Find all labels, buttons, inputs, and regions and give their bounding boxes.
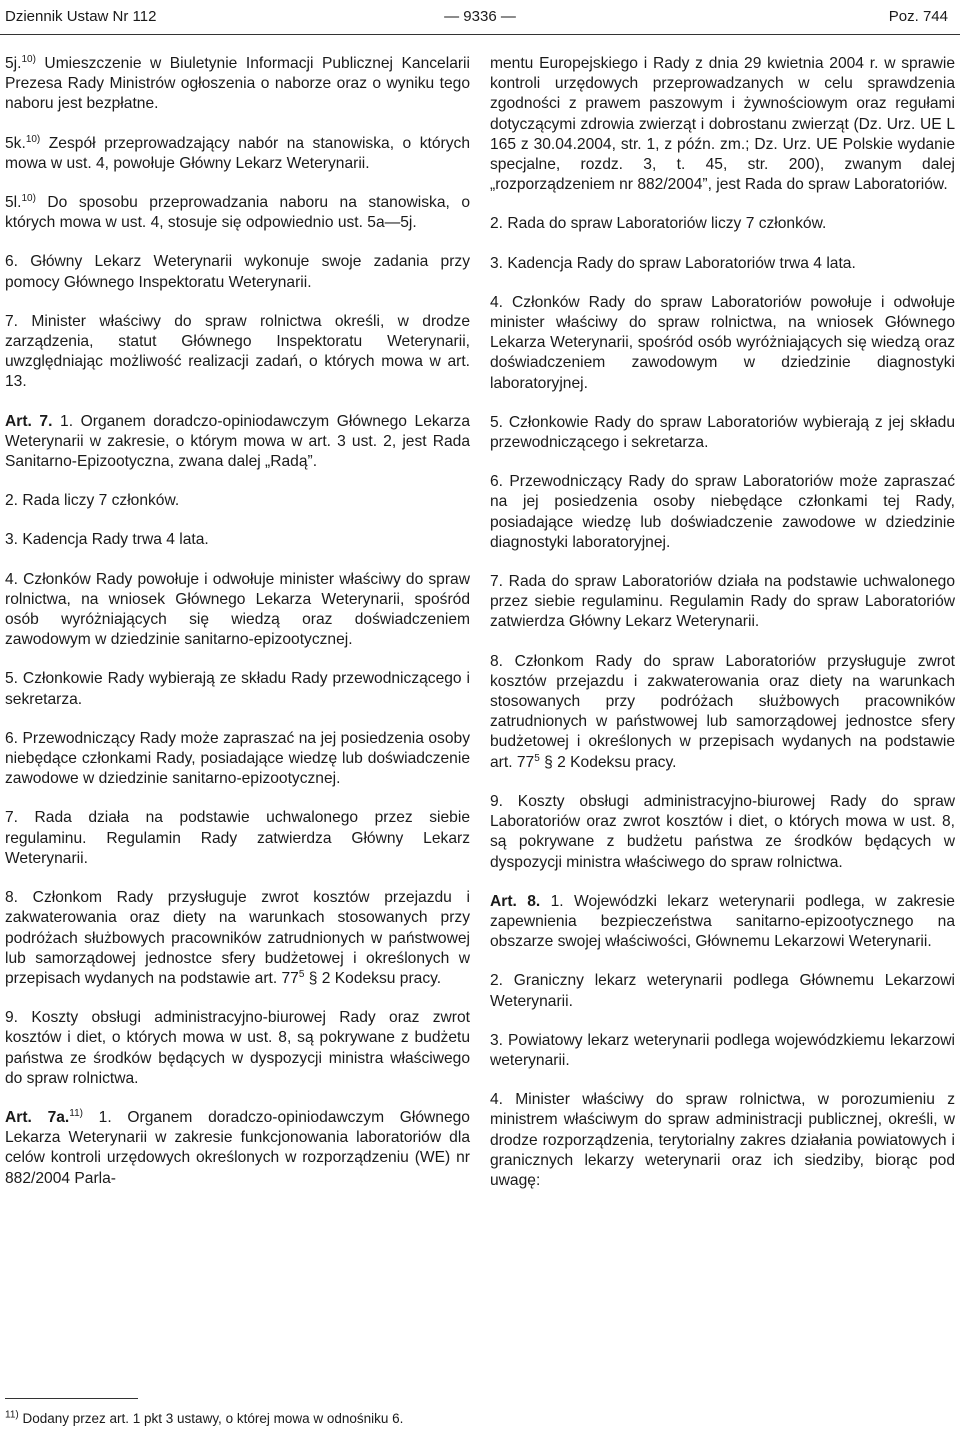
paragraph-text: 5. Członkowie Rady wybierają ze składu Rady przewodniczącego i sekretarza. bbox=[5, 670, 470, 708]
paragraph bbox=[5, 134, 470, 174]
footnote-reference: 10) bbox=[25, 133, 41, 145]
paragraph bbox=[490, 54, 955, 195]
paragraph bbox=[490, 652, 955, 773]
paragraph bbox=[490, 1031, 955, 1071]
paragraph-text: 6. Przewodniczący Rady może zapraszać na jej posiedzenia osoby niebędące członkami Rady, posiadające wiedzę lub doświadczenie zawodowe w dziedzinie sanitarno-epizootycznej. bbox=[5, 729, 470, 788]
footnote-reference: 10) bbox=[21, 192, 36, 204]
paragraph-text: 6. Przewodniczący Rady do spraw Laboratoriów może zapraszać na jej posiedzenia osoby niebędące członkami tej Rady, posiadające wiedzę lub doświadczenie zawodowe w dziedzinie diagnostyki laboratoryjnej. bbox=[490, 473, 955, 551]
paragraph-text: 3. Powiatowy lekarz weterynarii podlega wojewódzkiemu lekarzowi weterynarii. bbox=[490, 1031, 955, 1069]
paragraph-text-tail: § 2 Kodeksu pracy. bbox=[304, 969, 442, 987]
paragraph bbox=[490, 214, 955, 234]
paragraph bbox=[490, 892, 955, 953]
paragraph bbox=[5, 888, 470, 989]
footnote bbox=[5, 1410, 470, 1427]
paragraph-text: Zespół przeprowadzający nabór na stanowiska, o których mowa w ust. 4, powołuje Główny Lekarz Weterynarii. bbox=[5, 134, 470, 172]
paragraph bbox=[5, 1008, 470, 1089]
paragraph-number: 5l. bbox=[5, 194, 22, 212]
paragraph-text: 9. Koszty obsługi administracyjno-biurowej Rady oraz zwrot kosztów i diet, o których mowa w ust. 8, są pokrywane z budżetu państwa ze środków będących w dyspozycji ministra właściwego do spraw rolnictwa. bbox=[5, 1009, 470, 1087]
paragraph-text: 3. Kadencja Rady trwa 4 lata. bbox=[5, 531, 209, 549]
paragraph-text: 1. Organem doradczo-opiniodawczym Głównego Lekarza Weterynarii w zakresie funkcjonowania laboratoriów dla celów kontroli urzędowych określonych w rozporządzeniu (WE) nr 882/2004 Parla- bbox=[5, 1108, 470, 1187]
paragraph-text: 2. Graniczny lekarz weterynarii podlega Głównemu Lekarzowi Weterynarii. bbox=[490, 972, 955, 1010]
paragraph-text-tail: § 2 Kodeksu pracy. bbox=[539, 753, 677, 771]
footnote-divider bbox=[5, 1398, 138, 1399]
paragraph-text: 1. Organem doradczo-opiniodawczym Głównego Lekarza Weterynarii w zakresie, o którym mowa w art. 3 ust. 2, jest Rada Sanitarno-Epizootyczna, zwana dalej „Radą”. bbox=[5, 412, 471, 471]
paragraph bbox=[490, 254, 955, 274]
paragraph-text: 7. Rada do spraw Laboratoriów działa na podstawie uchwalonego przez siebie regulaminu. Regulamin Rady do spraw Laboratoriów zatwierdza Główny Lekarz Weterynarii. bbox=[490, 573, 955, 631]
journal-title: Dziennik Ustaw Nr 112 bbox=[5, 8, 157, 25]
page-number: — 9336 — bbox=[444, 8, 516, 25]
paragraph bbox=[5, 491, 470, 511]
paragraph-text: 4. Minister właściwy do spraw rolnictwa, w porozumieniu z ministrem właściwym do spraw administracji publicznej, określi, w drodze rozporządzenia, terytorialny zakres działania powiatowych i granicznych lekarzy weterynarii oraz ich siedziby, biorąc pod uwagę: bbox=[490, 1091, 955, 1189]
paragraph bbox=[490, 572, 955, 633]
paragraph-text: 2. Rada do spraw Laboratoriów liczy 7 członków. bbox=[490, 215, 827, 233]
paragraph-number: 5j. bbox=[5, 55, 22, 72]
paragraph-text: 8. Członkom Rady do spraw Laboratoriów przysługuje zwrot kosztów przejazdu i zakwaterowania oraz diety na warunkach stosowanych przy podróżach służbowych pracowników zatrudnionych w państwowej lub samorządowej jednostce sfery budżetowej i określonych w przepisach wydanych na podstawie art. 77 bbox=[490, 652, 955, 771]
paragraph bbox=[5, 669, 470, 709]
paragraph-text: 4. Członków Rady do spraw Laboratoriów powołuje i odwołuje minister właściwy do spraw rolnictwa, na wniosek Głównego Lekarza Weterynarii, spośród osób wyróżniających się wiedzą oraz doświadczeniem zawodowym w dziedzinie diagnostyki laboratoryjnej. bbox=[490, 293, 955, 392]
paragraph bbox=[490, 293, 955, 394]
paragraph bbox=[5, 312, 470, 393]
paragraph-text: 7. Minister właściwy do spraw rolnictwa określi, w drodze zarządzenia, statut Głównego Inspektoratu Weterynarii, uwzględniając możliwość realizacji zadań, o których mowa w art. 13. bbox=[5, 312, 470, 391]
article-number: Art. 7. bbox=[5, 412, 53, 430]
paragraph-text: 3. Kadencja Rady do spraw Laboratoriów trwa 4 lata. bbox=[490, 254, 856, 272]
paragraph bbox=[5, 808, 470, 869]
article-superscript: 5 bbox=[298, 968, 305, 980]
footnote-reference: 10) bbox=[21, 53, 36, 65]
paragraph-text: Umieszczenie w Biuletynie Informacji Publicznej Kancelarii Prezesa Rady Ministrów ogłoszenia o naborze oraz o wyniku tego naboru jest bezpłatne. bbox=[5, 55, 470, 113]
paragraph bbox=[5, 412, 470, 473]
paragraph bbox=[490, 971, 955, 1011]
paragraph-text: 1. Wojewódzki lekarz weterynarii podlega, w zakresie zapewnienia bezpieczeństwa sanitarno-epizootycznego na obszarze swojej właściwości, Głównemu Lekarzowi Weterynarii. bbox=[490, 892, 955, 951]
left-column bbox=[5, 54, 470, 1208]
paragraph-text: mentu Europejskiego i Rady z dnia 29 kwietnia 2004 r. w sprawie kontroli urzędowych przeprowadzanych w celu sprawdzenia zgodności z prawem paszowym i żywnościowym oraz regułami dotyczącymi zdrowia zwierząt i dobrostanu zwierząt (Dz. Urz. UE L 165 z 30.04.2004, str. 1, z późn. zm.; Dz. Urz. UE Polskie wydanie specjalne, rozdz. 3, t. 45, str. 200), zwanym dalej „rozporządzeniem nr 882/2004”, jest Rada do spraw Laboratoriów. bbox=[490, 55, 955, 194]
paragraph-number: 5k. bbox=[5, 134, 26, 152]
right-column bbox=[490, 54, 955, 1210]
paragraph bbox=[5, 570, 470, 651]
article-number: Art. 8. bbox=[490, 892, 541, 910]
paragraph bbox=[5, 252, 470, 292]
article-superscript: 5 bbox=[534, 752, 540, 764]
page-header bbox=[0, 0, 960, 35]
paragraph-text: 5. Członkowie Rady do spraw Laboratoriów wybierają z jej składu przewodniczącego i sekretarza. bbox=[490, 413, 955, 452]
paragraph-text: 7. Rada działa na podstawie uchwalonego przez siebie regulaminu. Regulamin Rady zatwierdza Główny Lekarz Weterynarii. bbox=[5, 809, 470, 867]
paragraph bbox=[5, 193, 470, 233]
paragraph-text: 2. Rada liczy 7 członków. bbox=[5, 492, 180, 510]
paragraph bbox=[490, 1090, 955, 1191]
footnote-marker: 11) bbox=[5, 1409, 19, 1421]
paragraph bbox=[490, 792, 955, 873]
paragraph bbox=[5, 530, 470, 550]
paragraph bbox=[5, 54, 470, 115]
paragraph bbox=[490, 413, 955, 453]
paragraph bbox=[490, 472, 955, 553]
footnote-text: Dodany przez art. 1 pkt 3 ustawy, o której mowa w odnośniku 6. bbox=[18, 1411, 404, 1426]
paragraph-text: 9. Koszty obsługi administracyjno-biurowej Rady do spraw Laboratoriów oraz zwrot kosztów i diet, o których mowa w ust. 8, są pokrywane z budżetu państwa ze środków będących w dyspozycji ministra właściwego do spraw rolnictwa. bbox=[490, 792, 955, 871]
footnote-reference: 11) bbox=[69, 1107, 83, 1119]
paragraph-text: 8. Członkom Rady przysługuje zwrot kosztów przejazdu i zakwaterowania oraz diety na warunkach stosowanych przy podróżach służbowych pracowników zatrudnionych w państwowej lub samorządowej jednostce sfery budżetowej i określonych w przepisach wydanych na podstawie art. 77 bbox=[5, 889, 470, 987]
paragraph-text: 6. Główny Lekarz Weterynarii wykonuje swoje zadania przy pomocy Głównego Inspektoratu Weterynarii. bbox=[5, 253, 470, 291]
paragraph bbox=[5, 1108, 470, 1189]
paragraph-text: Do sposobu przeprowadzania naboru na stanowiska, o których mowa w ust. 4, stosuje się odpowiednio ust. 5a—5j. bbox=[5, 194, 470, 232]
paragraph-text: 4. Członków Rady powołuje i odwołuje minister właściwy do spraw rolnictwa, na wniosek Głównego Lekarza Weterynarii, spośród osób wyróżniających się wiedzą oraz doświadczeniem zawodowym w dziedzinie sanitarno-epizootycznej. bbox=[5, 570, 470, 649]
position-number: Poz. 744 bbox=[888, 8, 948, 25]
article-number: Art. 7a. bbox=[5, 1108, 70, 1126]
paragraph bbox=[5, 729, 470, 790]
